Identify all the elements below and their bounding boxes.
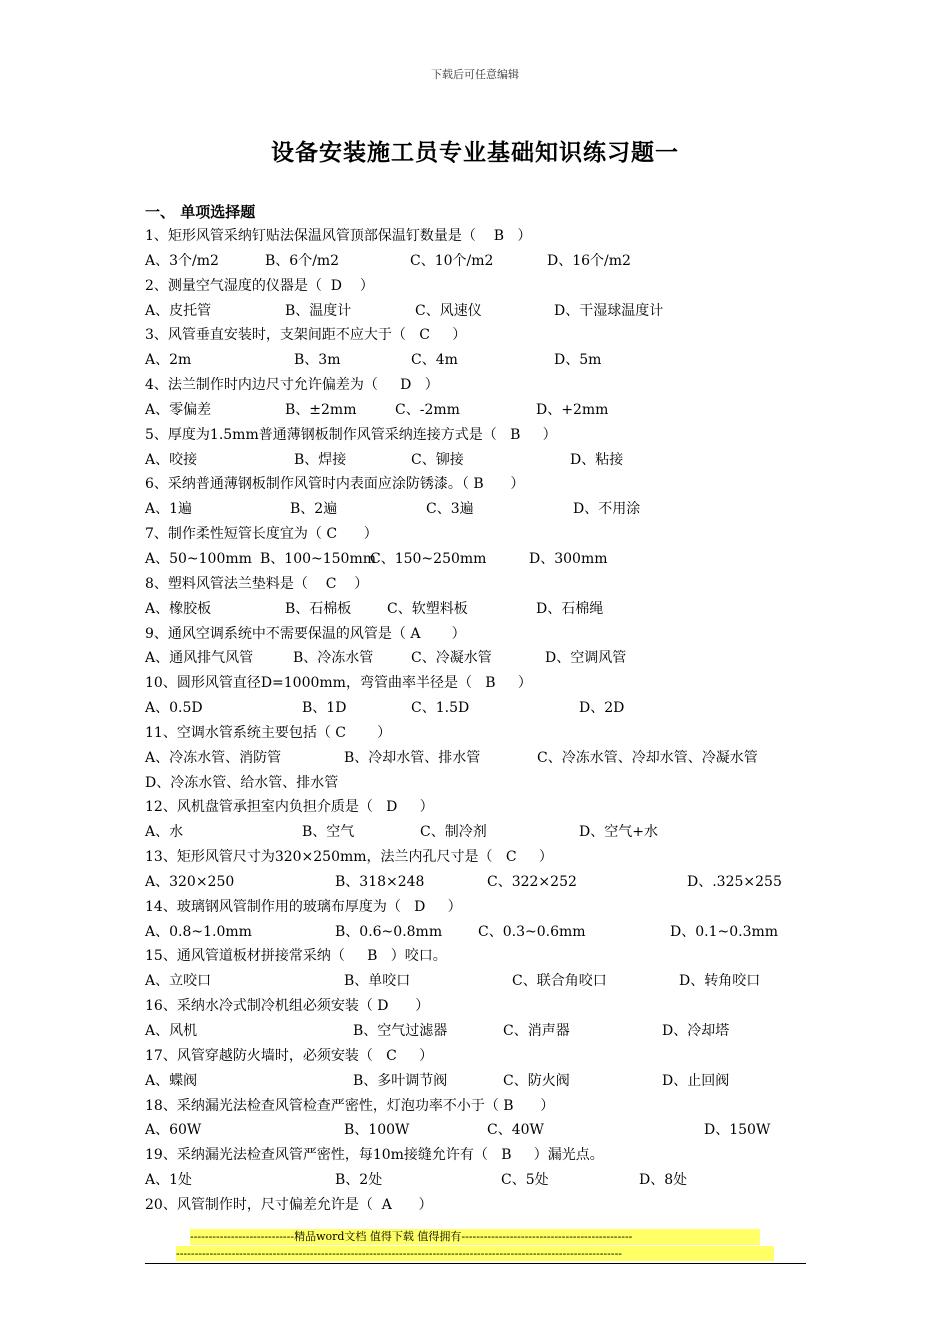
option-text: C、1.5D bbox=[411, 700, 470, 717]
question-text: 15、通风管道板材拼接常采纳（ B ）咬口。 bbox=[145, 948, 447, 965]
option-text: A、冷冻水管、消防管 bbox=[145, 749, 282, 766]
option-text: A、1遍 bbox=[145, 501, 193, 518]
option-text: A、1处 bbox=[145, 1172, 193, 1189]
option-text: B、0.6~0.8mm bbox=[335, 923, 443, 940]
question-text: 13、矩形风管尺寸为320×250mm，法兰内孔尺寸是（ C ） bbox=[145, 849, 553, 866]
option-text: C、-2mm bbox=[395, 401, 460, 418]
option-text: A、皮托管 bbox=[145, 302, 212, 319]
options-row bbox=[145, 547, 815, 572]
option-text: D、5m bbox=[554, 352, 602, 369]
question-text: 17、风管穿越防火墙时，必须安装（ C ） bbox=[145, 1047, 434, 1064]
question-text: 19、采纳漏光法检查风管严密性，每10m接缝允许有（ B ）漏光点。 bbox=[145, 1147, 604, 1164]
option-text: D、150W bbox=[704, 1122, 771, 1139]
question-text: 9、通风空调系统中不需要保温的风管是（ A ） bbox=[145, 625, 466, 642]
option-text: A、零偏差 bbox=[145, 401, 212, 418]
question-text: 16、采纳水冷式制冷机组必须安装（ D ） bbox=[145, 998, 430, 1015]
question-text: 3、风管垂直安装时，支架间距不应大于（ C ） bbox=[145, 327, 467, 344]
option-text: B、空气过滤器 bbox=[353, 1023, 448, 1039]
options-row bbox=[145, 1118, 815, 1143]
option-text: D、转角咬口 bbox=[679, 973, 761, 990]
option-text: B、石棉板 bbox=[285, 600, 352, 617]
option-text: B、冷冻水管 bbox=[293, 650, 374, 667]
options-row bbox=[145, 646, 815, 671]
option-text: D、300mm bbox=[529, 550, 608, 567]
option-text: B、空气 bbox=[302, 824, 355, 841]
question-text: 8、塑料风管法兰垫料是（ C ） bbox=[145, 575, 369, 592]
options-row bbox=[145, 1019, 815, 1044]
option-text: C、联合角咬口 bbox=[512, 973, 607, 990]
options-row bbox=[145, 870, 815, 895]
option-text: B、3m bbox=[294, 352, 341, 369]
option-text: D、.325×255 bbox=[687, 873, 782, 890]
option-text: C、40W bbox=[487, 1122, 544, 1139]
option-text: C、冷冻水管、冷却水管、冷凝水管 bbox=[537, 749, 758, 766]
footer-dashes: ------------------------------------------------------------------------------------------------------------------------ bbox=[176, 1246, 774, 1261]
options-row bbox=[145, 597, 815, 622]
option-text: A、风机 bbox=[145, 1023, 198, 1039]
option-text: D、空气+水 bbox=[579, 824, 658, 841]
question-text: 1、矩形风管采纳钉贴法保温风管顶部保温钉数量是（ B ） bbox=[145, 228, 532, 244]
option-text: D、空调风管 bbox=[545, 650, 627, 667]
option-text: C、冷凝水管 bbox=[411, 650, 492, 667]
option-text: C、4m bbox=[411, 352, 458, 369]
option-text: C、消声器 bbox=[503, 1023, 570, 1039]
option-text: B、2遍 bbox=[290, 501, 338, 518]
question-text: 5、厚度为1.5mm普通薄钢板制作风管采纳连接方式是（ B ） bbox=[145, 426, 557, 443]
option-text: B、100~150mm bbox=[260, 550, 377, 567]
question-text: 14、玻璃钢风管制作用的玻璃布厚度为（ D ） bbox=[145, 898, 462, 915]
question-text: D、冷冻水管、给水管、排水管 bbox=[145, 774, 339, 791]
option-text: D、粘接 bbox=[570, 451, 624, 468]
options-row bbox=[145, 448, 815, 473]
option-text: D、2D bbox=[579, 700, 625, 717]
option-text: A、通风排气风管 bbox=[145, 650, 254, 667]
options-row bbox=[145, 1069, 815, 1094]
option-text: C、150~250mm bbox=[370, 550, 487, 567]
option-text: A、橡胶板 bbox=[145, 600, 212, 617]
option-text: C、5处 bbox=[501, 1172, 549, 1189]
option-text: A、咬接 bbox=[145, 451, 198, 468]
option-text: A、50~100mm bbox=[145, 550, 252, 567]
option-text: B、温度计 bbox=[285, 302, 352, 319]
option-text: A、0.8~1.0mm bbox=[145, 923, 252, 940]
option-text: C、0.3~0.6mm bbox=[478, 923, 586, 940]
question-text: 2、测量空气湿度的仪器是（ D ） bbox=[145, 277, 374, 294]
option-text: A、2m bbox=[145, 352, 192, 369]
option-text: B、2处 bbox=[335, 1172, 383, 1189]
option-text: B、单咬口 bbox=[344, 973, 411, 990]
option-text: D、干湿球温度计 bbox=[554, 302, 664, 319]
options-row bbox=[145, 1168, 815, 1193]
option-text: A、0.5D bbox=[145, 700, 203, 717]
question-text: 6、采纳普通薄钢板制作风管时内表面应涂防锈漆。（ B ） bbox=[145, 476, 525, 493]
option-text: A、水 bbox=[145, 824, 184, 841]
question-text: 4、法兰制作时内边尺寸允许偏差为（ D ） bbox=[145, 377, 439, 394]
option-text: D、止回阀 bbox=[662, 1072, 730, 1089]
option-text: C、防火阀 bbox=[503, 1072, 570, 1089]
options-row bbox=[145, 920, 815, 945]
question-list bbox=[145, 224, 815, 1218]
page-title: 设备安装施工员专业基础知识练习题一 bbox=[271, 139, 679, 166]
option-text: B、冷却水管、排水管 bbox=[344, 749, 481, 766]
question-text: 12、风机盘管承担室内负担介质是（ D ） bbox=[145, 799, 434, 816]
question-text: 7、制作柔性短管长度宜为（ C ） bbox=[145, 526, 378, 543]
section-heading: 一、 单项选择题 bbox=[145, 203, 256, 221]
option-text: B、318×248 bbox=[335, 873, 425, 890]
options-row bbox=[145, 299, 815, 324]
question-text: 20、风管制作时，尺寸偏差允许是（ A ） bbox=[145, 1196, 433, 1213]
options-row bbox=[145, 696, 815, 721]
options-row bbox=[145, 497, 815, 522]
question-text: 10、圆形风管直径D=1000mm，弯管曲率半径是（ B ） bbox=[145, 675, 532, 692]
option-text: A、立咬口 bbox=[145, 973, 212, 990]
option-text: C、322×252 bbox=[487, 873, 577, 890]
options-row bbox=[145, 249, 815, 274]
header-note: 下载后可任意编辑 bbox=[431, 68, 519, 81]
options-row bbox=[145, 746, 815, 771]
option-text: D、不用涂 bbox=[573, 501, 641, 518]
option-text: B、1D bbox=[302, 700, 347, 717]
options-row bbox=[145, 969, 815, 994]
option-text: C、10个/m2 bbox=[410, 252, 494, 269]
option-text: D、8处 bbox=[639, 1172, 688, 1189]
option-text: D、16个/m2 bbox=[547, 252, 631, 269]
options-row bbox=[145, 348, 815, 373]
option-text: A、320×250 bbox=[145, 873, 235, 890]
option-text: C、铆接 bbox=[411, 451, 464, 468]
option-text: C、风速仪 bbox=[415, 302, 482, 319]
footer-rule bbox=[145, 1263, 806, 1264]
options-row bbox=[145, 820, 815, 845]
option-text: B、6个/m2 bbox=[265, 252, 340, 269]
question-text: 11、空调水管系统主要包括（ C ） bbox=[145, 724, 392, 741]
option-text: B、±2mm bbox=[285, 401, 357, 418]
option-text: B、焊接 bbox=[294, 451, 347, 468]
option-text: B、100W bbox=[344, 1122, 410, 1139]
option-text: B、多叶调节阀 bbox=[353, 1072, 448, 1089]
question-text: 18、采纳漏光法检查风管检查严密性，灯泡功率不小于（ B ） bbox=[145, 1097, 555, 1114]
option-text: C、制冷剂 bbox=[420, 824, 487, 841]
option-text: C、3遍 bbox=[426, 501, 474, 518]
option-text: D、冷却塔 bbox=[662, 1023, 730, 1039]
option-text: D、石棉绳 bbox=[536, 600, 604, 617]
option-text: A、60W bbox=[145, 1122, 202, 1139]
options-row bbox=[145, 398, 815, 423]
option-text: A、蝶阀 bbox=[145, 1072, 198, 1089]
option-text: D、0.1~0.3mm bbox=[670, 923, 779, 940]
footer-banner: ----------------------------精品word文档 值得下载 值得拥有---------------------------------------------- bbox=[190, 1229, 760, 1245]
option-text: A、3个/m2 bbox=[145, 252, 219, 269]
option-text: C、软塑料板 bbox=[387, 600, 468, 617]
option-text: D、+2mm bbox=[536, 401, 609, 418]
